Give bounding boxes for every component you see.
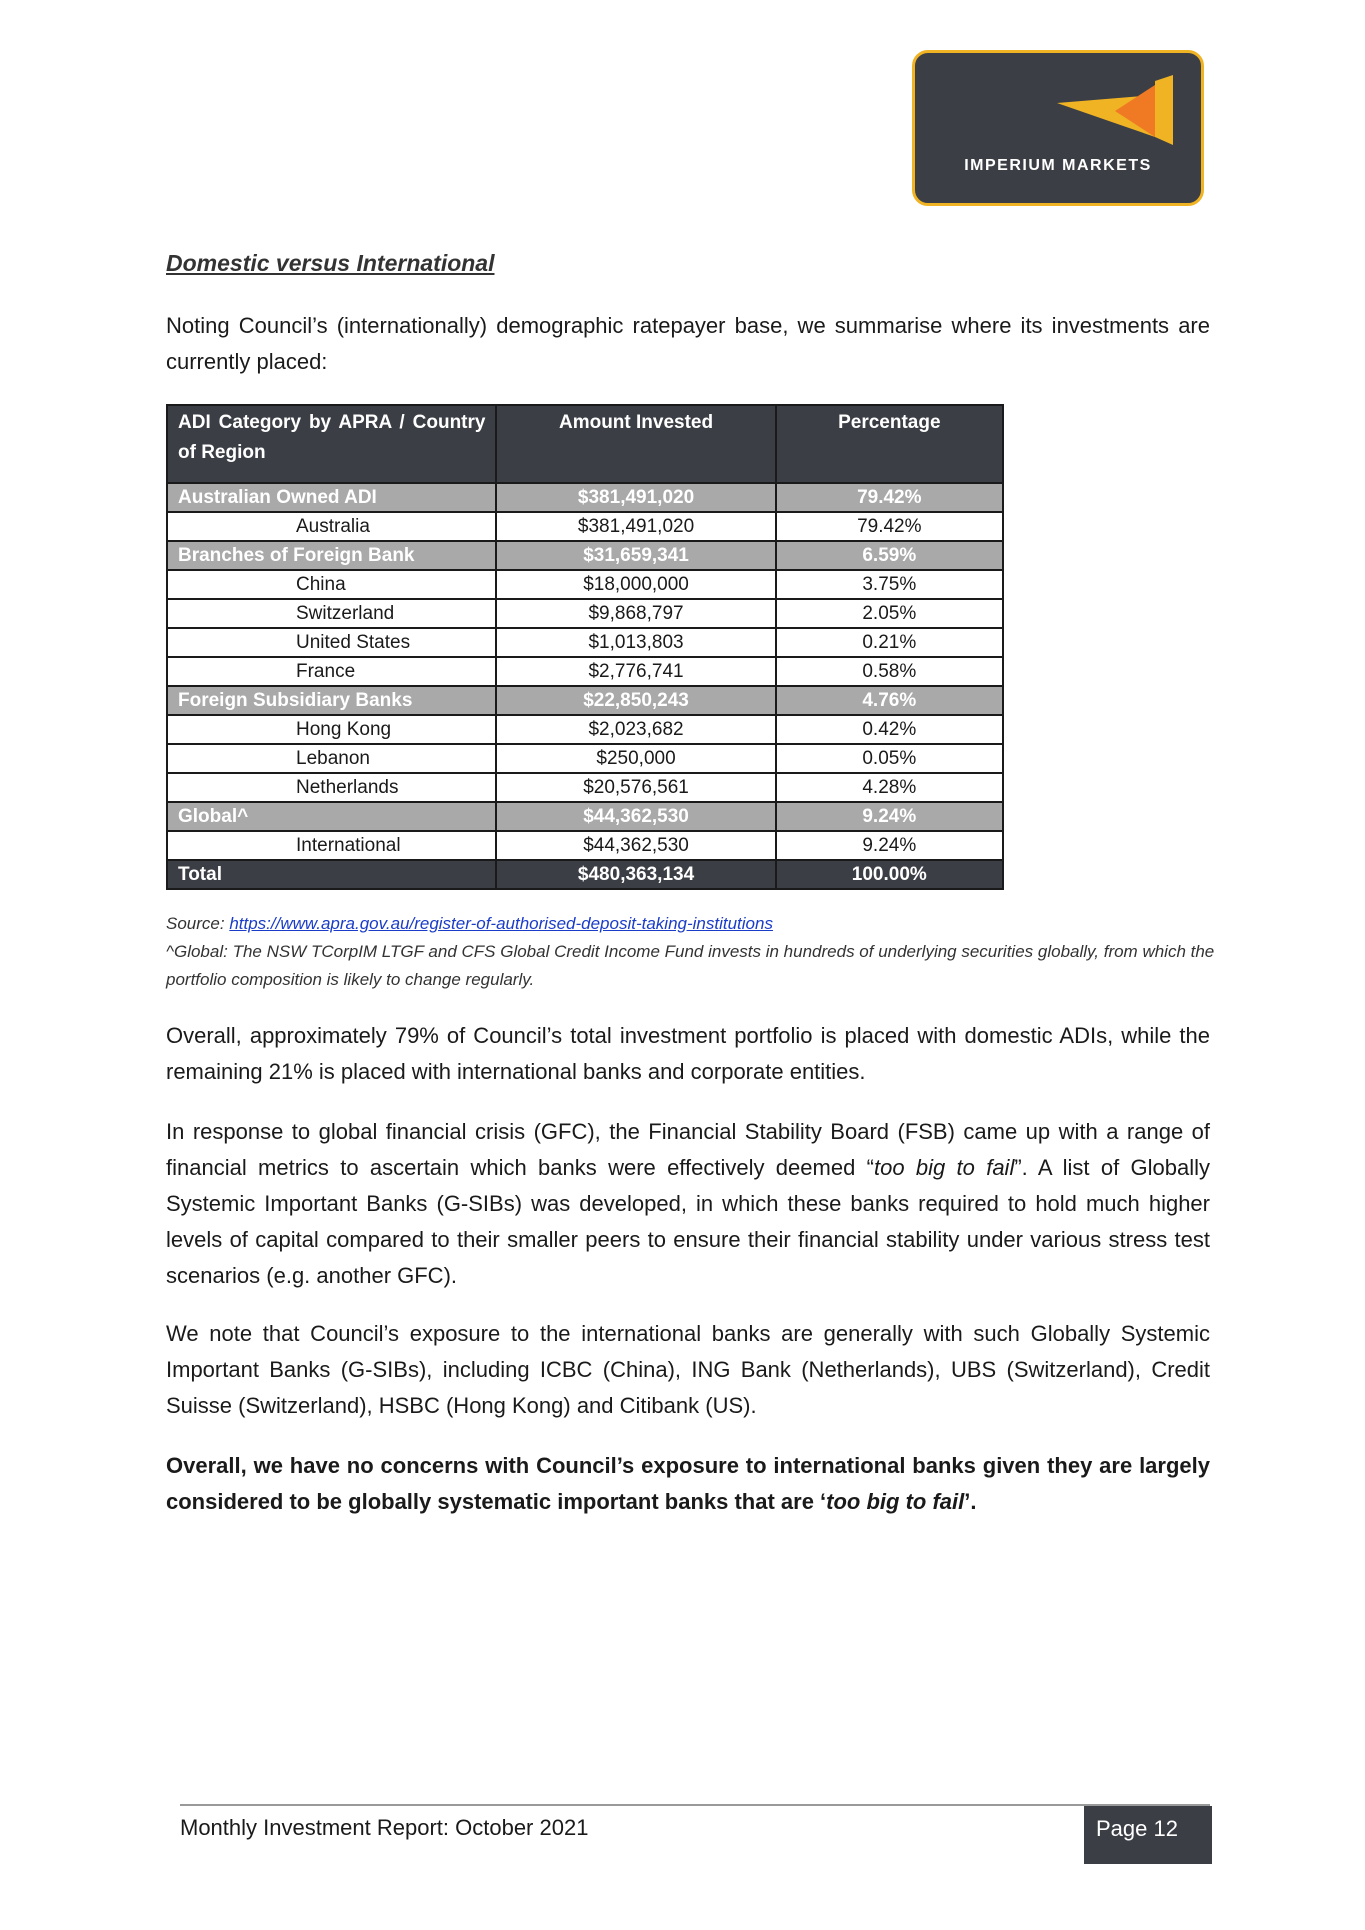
footer-title: Monthly Investment Report: October 2021 [180,1815,589,1840]
source-note [166,910,1226,994]
p2-text-a: In response to global financial crisis (GFC), the Financial Stability Board (FSB) came up with a range of financial metrics to ascertain which banks were effectively deemed “ [166,1119,1210,1180]
cell-percentage: 9.24% [776,831,1003,860]
table-total-row [167,860,1003,889]
cell-percentage: 0.58% [776,657,1003,686]
cell-percentage: 4.28% [776,773,1003,802]
cell-amount: $44,362,530 [496,802,775,831]
table-row [167,628,1003,657]
table-row [167,657,1003,686]
table-row [167,715,1003,744]
cell-amount: $2,776,741 [496,657,775,686]
cell-category: Foreign Subsidiary Banks [167,686,496,715]
cell-amount: $480,363,134 [496,860,775,889]
logo-arrow-icon [1055,73,1185,153]
p4-text-a: Overall, we have no concerns with Council’s exposure to international banks given they are largely considered to be globally systematic important banks that are ‘ [166,1453,1210,1514]
table-row [167,744,1003,773]
source-link[interactable]: https://www.apra.gov.au/register-of-authorised-deposit-taking-institutions [229,914,773,933]
p2-emphasis: too big to fail [873,1155,1015,1180]
cell-category: Netherlands [167,773,496,802]
header-percentage: Percentage [776,405,1003,483]
cell-amount: $2,023,682 [496,715,775,744]
page-number: Page 12 [1084,1806,1212,1864]
cell-percentage: 3.75% [776,570,1003,599]
paragraph-gfc [166,1114,1210,1294]
cell-percentage: 9.24% [776,802,1003,831]
cell-amount: $44,362,530 [496,831,775,860]
table-row [167,570,1003,599]
table-category-row [167,802,1003,831]
intro-paragraph: Noting Council’s (internationally) demographic ratepayer base, we summarise where its investments are currently placed: [166,313,1210,374]
cell-percentage: 79.42% [776,483,1003,512]
source-line [166,910,1226,938]
table-category-row [167,686,1003,715]
cell-percentage: 100.00% [776,860,1003,889]
logo-text: IMPERIUM MARKETS [964,157,1152,174]
paragraph-conclusion [166,1448,1210,1520]
cell-percentage: 4.76% [776,686,1003,715]
cell-category: Total [167,860,496,889]
table-body [167,483,1003,889]
cell-amount: $31,659,341 [496,541,775,570]
table-row [167,773,1003,802]
cell-percentage: 2.05% [776,599,1003,628]
cell-category: China [167,570,496,599]
source-label: Source: [166,914,230,933]
cell-percentage: 0.05% [776,744,1003,773]
cell-percentage: 79.42% [776,512,1003,541]
header-amount: Amount Invested [496,405,775,483]
table-category-row [167,483,1003,512]
cell-category: International [167,831,496,860]
investment-table [166,404,1004,890]
cell-category: United States [167,628,496,657]
cell-category: Hong Kong [167,715,496,744]
cell-category: Australian Owned ADI [167,483,496,512]
cell-category: Switzerland [167,599,496,628]
paragraph-domestic-summary: Overall, approximately 79% of Council’s total investment portfolio is placed with domestic ADIs, while the remaining 21% is placed with international banks and corporate entities. [166,1023,1210,1084]
paragraph-gsib-exposure: We note that Council’s exposure to the international banks are generally with such Globally Systemic Important Banks (G-SIBs), including ICBC (China), ING Bank (Netherlands), UBS (Switzerland), Credit Suisse (Switzerland), HSBC (Hong Kong) and Citibank (US). [166,1321,1210,1418]
cell-amount: $381,491,020 [496,483,775,512]
footer-divider [180,1804,1210,1806]
cell-amount: $18,000,000 [496,570,775,599]
table-row [167,599,1003,628]
cell-amount: $381,491,020 [496,512,775,541]
cell-category: Australia [167,512,496,541]
p2-text-b: ”. A list of Globally Systemic Important Banks (G-SIBs) was developed, in which these banks required to hold much higher levels of capital compared to their smaller peers to ensure their financial stability under various stress test scenarios (e.g. another GFC). [166,1155,1211,1288]
cell-amount: $1,013,803 [496,628,775,657]
global-footnote: ^Global: The NSW TCorpIM LTGF and CFS Global Credit Income Fund invests in hundreds of underlying securities globally, from which the portfolio composition is likely to change regularly. [166,942,1215,989]
cell-amount: $22,850,243 [496,686,775,715]
table-row [167,831,1003,860]
cell-category: Global^ [167,802,496,831]
table-row [167,512,1003,541]
cell-category: Branches of Foreign Bank [167,541,496,570]
cell-category: Lebanon [167,744,496,773]
table-category-row [167,541,1003,570]
table-header-row [167,405,1003,483]
cell-amount: $250,000 [496,744,775,773]
p4-text-b: ’. [964,1489,977,1514]
cell-percentage: 6.59% [776,541,1003,570]
cell-category: France [167,657,496,686]
cell-amount: $20,576,561 [496,773,775,802]
imperium-markets-logo [912,50,1204,206]
cell-percentage: 0.21% [776,628,1003,657]
cell-percentage: 0.42% [776,715,1003,744]
cell-amount: $9,868,797 [496,599,775,628]
p4-emphasis: too big to fail [826,1489,965,1514]
header-category: ADI Category by APRA / Country of Region [167,405,496,483]
section-heading: Domestic versus International [166,250,495,276]
